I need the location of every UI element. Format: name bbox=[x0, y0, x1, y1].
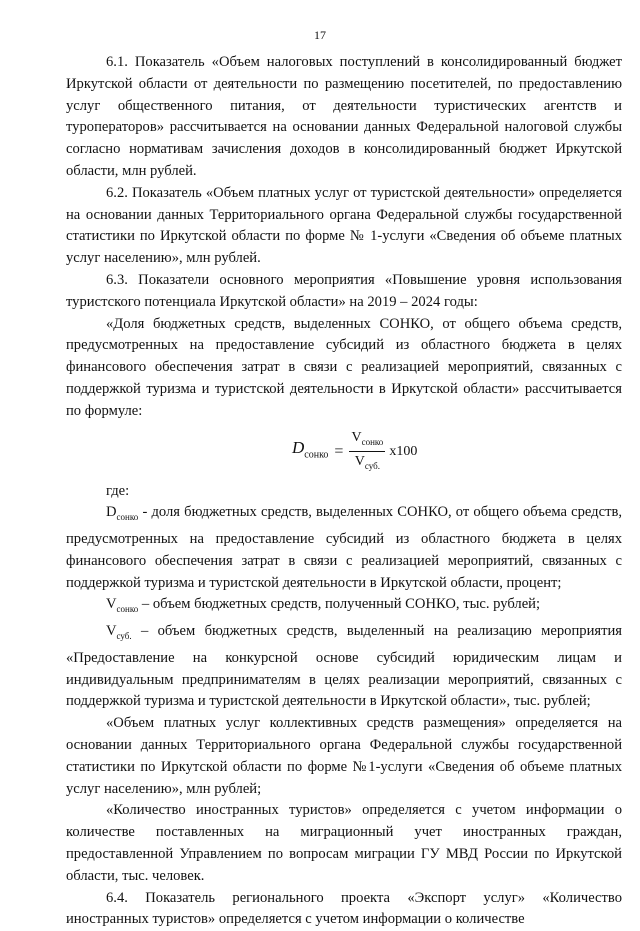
paragraph-paid-services: «Объем платных услуг коллективных средств размещения» определяется на основании данных Территориального органа Федеральной службы государственной статистики по Иркутской области по форме №1-услуги «Сведения об объеме платных услуг населению», млн рублей; bbox=[66, 715, 622, 797]
formula bbox=[292, 429, 417, 476]
formula-numerator: $V_{сонко}$ bbox=[349, 429, 385, 453]
definition-v-sonko: $V_{сонко}$ – объем бюджетных средств, полученный СОНКО, тыс. рублей; bbox=[106, 596, 541, 615]
formula-equals: = bbox=[334, 442, 344, 460]
document-body bbox=[66, 52, 622, 931]
formula-block bbox=[66, 427, 622, 473]
formula-multiplier: x100 bbox=[389, 443, 418, 459]
formula-fraction bbox=[349, 429, 385, 476]
definition-d-sonko: $D_{сонко}$ - доля бюджетных средств, выделенных СОНКО, от общего объема средств, предусмотренных на предоставление субсидий из областного бюджета в целях финансового обеспечения затрат в связи с реализацией мероприятий, связанных с поддержкой туризма и туристской деятельности в Иркутской области, процент; bbox=[66, 504, 622, 591]
formula-lhs: $D_{сонко}$ bbox=[292, 438, 329, 461]
paragraph-foreign-tourists: «Количество иностранных туристов» определяется с учетом информации о количестве поставленных на миграционный учет иностранных граждан, предоставленной Управлением по вопросам миграции ГУ МВД России по Иркутской области, тыс. человек. bbox=[66, 802, 622, 884]
definition-v-sub: $V_{суб.}$ – объем бюджетных средств, выделенный на реализацию мероприятия «Предоставление на конкурсной основе субсидий юридическим лицам и индивидуальным предпринимателям в целях реализации мероприятий, связанных с поддержкой туризма и туристской деятельности в Иркутской области», тыс. рублей; bbox=[66, 623, 622, 710]
paragraph-6-4: 6.4. Показатель регионального проекта «Экспорт услуг» «Количество иностранных туристов» определяется с учетом информации о количестве bbox=[66, 889, 622, 928]
paragraph-6-3: 6.3. Показатели основного мероприятия «Повышение уровня использования туристского потенциала Иркутской области» на 2019 – 2024 годы: bbox=[66, 271, 622, 310]
paragraph-share-definition: «Доля бюджетных средств, выделенных СОНКО, от общего объема средств, предусмотренных на предоставление субсидий из областного бюджета в целях финансового обеспечения затрат в связи с реализацией мероприятий, связанных с поддержкой туризма и туристской деятельности в Иркутской области» рассчитывается по формуле: bbox=[66, 315, 622, 419]
formula-denominator: $V_{суб.}$ bbox=[354, 454, 380, 472]
paragraph-6-1: 6.1. Показатель «Объем налоговых поступлений в консолидированный бюджет Иркутской области от деятельности по размещению посетителей, по предоставлению услуг общественного питания, от деятельности туристических агентств и туроператоров» рассчитывается на основании данных Федеральной налоговой службы согласно нормативам зачисления доходов в консолидированный бюджет Иркутской области, млн рублей. bbox=[66, 54, 622, 179]
page-number: 17 bbox=[314, 28, 326, 42]
paragraph-where: где: bbox=[106, 482, 130, 499]
paragraph-6-2: 6.2. Показатель «Объем платных услуг от туристской деятельности» определяется на основании данных Территориального органа Федеральной службы государственной статистики по Иркутской области по форме № 1-услуги «Сведения об объеме платных услуг населению», млн рублей. bbox=[66, 184, 622, 267]
